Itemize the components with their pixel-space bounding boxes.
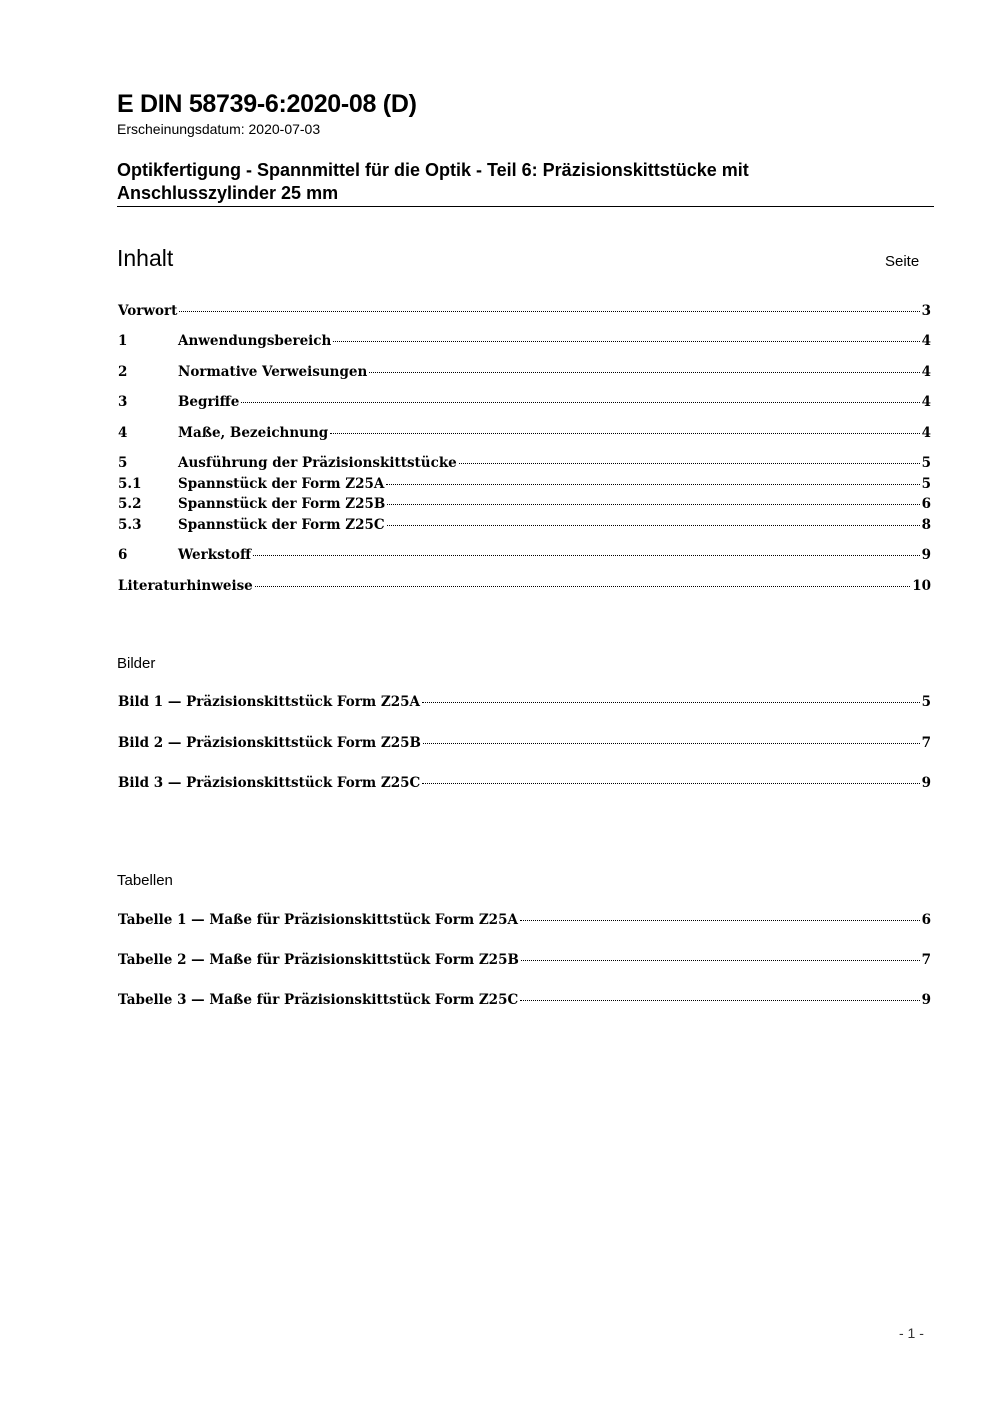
toc-entry-foreword[interactable] (118, 303, 931, 321)
table-entry-page: 7 (921, 952, 931, 968)
publication-date: Erscheinungsdatum: 2020-07-03 (117, 121, 321, 137)
toc-entry-page: 4 (921, 333, 931, 349)
figure-entry-page: 5 (921, 694, 931, 710)
page-column-label: Seite (885, 253, 920, 270)
figure-entry-2[interactable] (118, 735, 931, 753)
figure-entry-page: 7 (921, 735, 931, 751)
figure-entry-page: 9 (921, 775, 931, 791)
toc-entry-2[interactable] (118, 364, 931, 382)
dot-leader (369, 372, 919, 373)
page-number: - 1 - (899, 1325, 924, 1341)
dot-leader (333, 341, 919, 342)
toc-entry-number: 3 (118, 394, 128, 410)
dot-leader (255, 586, 910, 587)
toc-entry-page: 4 (921, 425, 931, 441)
toc-entry-label: Literaturhinweise (118, 578, 253, 594)
document-title: Optikfertigung - Spannmittel für die Optik - Teil 6: Präzisionskittstücke mit Anschlusszylinder 25 mm (117, 160, 749, 203)
toc-entry-page: 6 (921, 496, 931, 512)
table-entry-label: Tabelle 3 — Maße für Präzisionskittstück Form Z25C (118, 992, 519, 1008)
toc-entry-number: 6 (118, 547, 128, 563)
toc-entry-label: Spannstück der Form Z25C (178, 517, 385, 533)
table-entry-page: 6 (921, 912, 931, 928)
toc-entry-4[interactable] (118, 425, 931, 443)
toc-entry-5-2[interactable] (118, 496, 931, 514)
toc-entry-number: 5 (118, 455, 128, 471)
toc-entry-page: 5 (921, 455, 931, 471)
figure-entry-label: Bild 3 — Präzisionskittstück Form Z25C (118, 775, 421, 791)
toc-entry-5-1[interactable] (118, 476, 931, 494)
toc-entry-6[interactable] (118, 547, 931, 565)
toc-entry-number: 5.3 (118, 517, 142, 533)
toc-entry-5[interactable] (118, 455, 931, 473)
dot-leader (330, 433, 919, 434)
dot-leader (387, 504, 919, 505)
toc-entry-number: 5.2 (118, 496, 142, 512)
dot-leader (423, 743, 920, 744)
toc-entry-label: Werkstoff (178, 547, 252, 563)
toc-entry-label: Begriffe (178, 394, 240, 410)
dot-leader (422, 702, 920, 703)
toc-entry-bibliography[interactable] (118, 578, 931, 596)
table-entry-page: 9 (921, 992, 931, 1008)
toc-entry-page: 9 (921, 547, 931, 563)
toc-entry-label: Ausführung der Präzisionskittstücke (178, 455, 457, 471)
figure-entry-1[interactable] (118, 694, 931, 712)
toc-entry-page: 3 (921, 303, 931, 319)
dot-leader (422, 783, 919, 784)
table-entry-label: Tabelle 2 — Maße für Präzisionskittstück Form Z25B (118, 952, 519, 968)
figures-heading: Bilder (117, 655, 156, 672)
dot-leader (241, 402, 919, 403)
figure-entry-3[interactable] (118, 775, 931, 793)
toc-entry-label: Normative Verweisungen (178, 364, 368, 380)
table-entry-2[interactable] (118, 952, 931, 970)
toc-entry-1[interactable] (118, 333, 931, 351)
dot-leader (520, 1000, 919, 1001)
dot-leader (179, 311, 919, 312)
toc-entry-page: 5 (921, 476, 931, 492)
toc-entry-page: 4 (921, 364, 931, 380)
document-id: E DIN 58739-6:2020-08 (D) (117, 90, 417, 118)
dot-leader (521, 960, 920, 961)
contents-heading: Inhalt (117, 245, 174, 271)
toc-entry-3[interactable] (118, 394, 931, 412)
figure-entry-label: Bild 1 — Präzisionskittstück Form Z25A (118, 694, 420, 710)
toc-entry-label: Spannstück der Form Z25B (178, 496, 386, 512)
dot-leader (387, 525, 920, 526)
table-entry-3[interactable] (118, 992, 931, 1010)
dot-leader (459, 463, 920, 464)
toc-entry-page: 10 (912, 578, 931, 594)
table-entry-label: Tabelle 1 — Maße für Präzisionskittstück Form Z25A (118, 912, 518, 928)
toc-entry-page: 8 (921, 517, 931, 533)
toc-entry-number: 5.1 (118, 476, 142, 492)
toc-entry-number: 4 (118, 425, 128, 441)
toc-entry-number: 2 (118, 364, 128, 380)
toc-entry-label: Maße, Bezeichnung (178, 425, 329, 441)
table-entry-1[interactable] (118, 912, 931, 930)
figure-entry-label: Bild 2 — Präzisionskittstück Form Z25B (118, 735, 421, 751)
title-divider (117, 206, 934, 207)
toc-entry-5-3[interactable] (118, 517, 931, 535)
tables-heading: Tabellen (117, 872, 173, 889)
toc-entry-label: Anwendungsbereich (178, 333, 332, 349)
dot-leader (520, 920, 920, 921)
dot-leader (253, 555, 920, 556)
toc-entry-label: Vorwort (118, 303, 178, 319)
toc-entry-page: 4 (921, 394, 931, 410)
toc-entry-number: 1 (118, 333, 128, 349)
dot-leader (386, 484, 919, 485)
toc-entry-label: Spannstück der Form Z25A (178, 476, 385, 492)
